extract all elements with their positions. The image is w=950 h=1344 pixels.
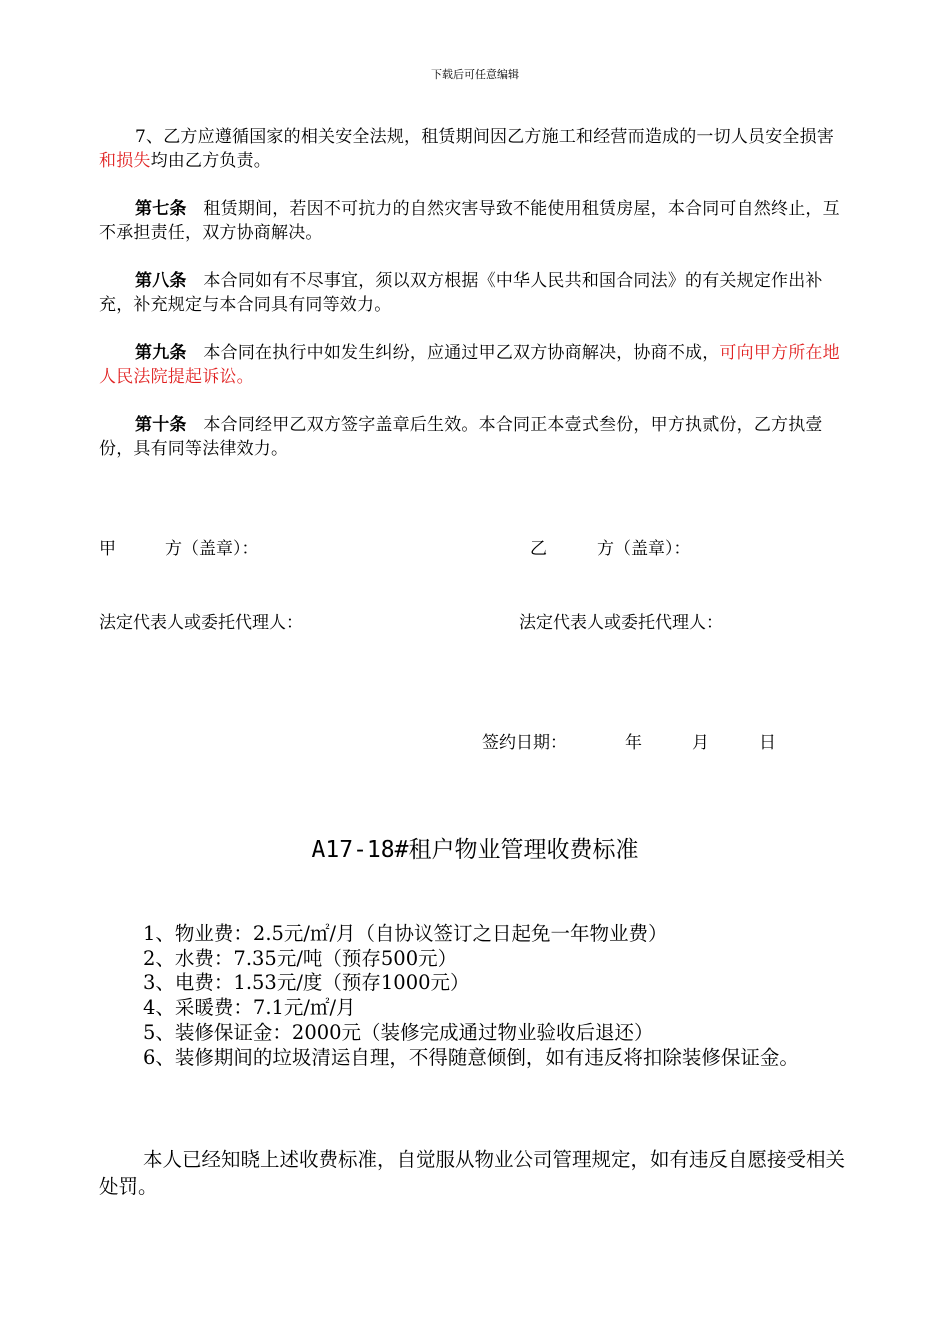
article-label: 第十条 [135, 415, 187, 435]
article-label: 第八条 [135, 271, 187, 291]
signing-date-label: 签约日期： [482, 733, 567, 753]
fee-standard-title: A17-18#租户物业管理收费标准 [311, 837, 639, 863]
fee-item: 3、电费：1.53元/度（预存1000元） [143, 971, 470, 995]
date-year: 年 [625, 733, 642, 753]
date-month: 月 [692, 733, 709, 753]
article-text: 本合同如有不尽事宜，须以双方根据《中华人民共和国合同法》的有关规定作出补充，补充规定与本合同具有同等效力。 [99, 271, 823, 315]
fee-item: 2、水费：7.35元/吨（预存500元） [143, 946, 458, 970]
party-a-representative-label: 法定代表人或委托代理人： [99, 613, 303, 633]
article-label: 第七条 [135, 199, 187, 219]
party-a-char: 甲 [99, 539, 116, 559]
article-text: 本合同在执行中如发生纠纷，应通过甲乙双方协商解决，协商不成， [203, 343, 720, 363]
clause-text: 均由乙方负责。 [150, 151, 272, 171]
article-7 [99, 197, 847, 245]
article-10 [99, 413, 847, 461]
party-b-representative-label: 法定代表人或委托代理人： [519, 613, 723, 633]
header-note: 下载后可任意编辑 [431, 68, 519, 81]
date-day: 日 [759, 733, 776, 753]
article-8 [99, 269, 847, 317]
clause-highlight: 和损失 [99, 151, 151, 171]
article-9 [99, 341, 847, 389]
party-b-seal-label: 方（盖章）： [597, 539, 691, 559]
fee-list [99, 922, 857, 1070]
fee-item: 4、采暖费：7.1元/㎡/月 [143, 996, 356, 1020]
article-text: 本合同经甲乙双方签字盖章后生效。本合同正本壹式叁份，甲方执贰份，乙方执壹份，具有同等法律效力。 [99, 415, 823, 459]
party-a-seal-label: 方（盖章）： [165, 539, 259, 559]
acknowledgement-text: 本人已经知晓上述收费标准，自觉服从物业公司管理规定，如有违反自愿接受相关处罚。 [99, 1148, 846, 1198]
article-label: 第九条 [135, 343, 187, 363]
fee-item: 5、装修保证金：2000元（装修完成通过物业验收后退还） [143, 1020, 654, 1044]
clause-item-7 [99, 125, 847, 173]
fee-item: 6、装修期间的垃圾清运自理，不得随意倾倒，如有违反将扣除装修保证金。 [143, 1045, 799, 1069]
article-text: 租赁期间，若因不可抗力的自然灾害导致不能使用租赁房屋，本合同可自然终止，互不承担责任，双方协商解决。 [99, 199, 840, 243]
party-b-char: 乙 [530, 539, 547, 559]
clause-text: 7、乙方应遵循国家的相关安全法规，租赁期间因乙方施工和经营而造成的一切人员安全损害 [135, 127, 835, 147]
fee-item: 1、物业费：2.5元/㎡/月（自协议签订之日起免一年物业费） [143, 922, 668, 945]
article-highlight: 可向甲方所在地人民法院提起诉讼。 [99, 343, 840, 387]
